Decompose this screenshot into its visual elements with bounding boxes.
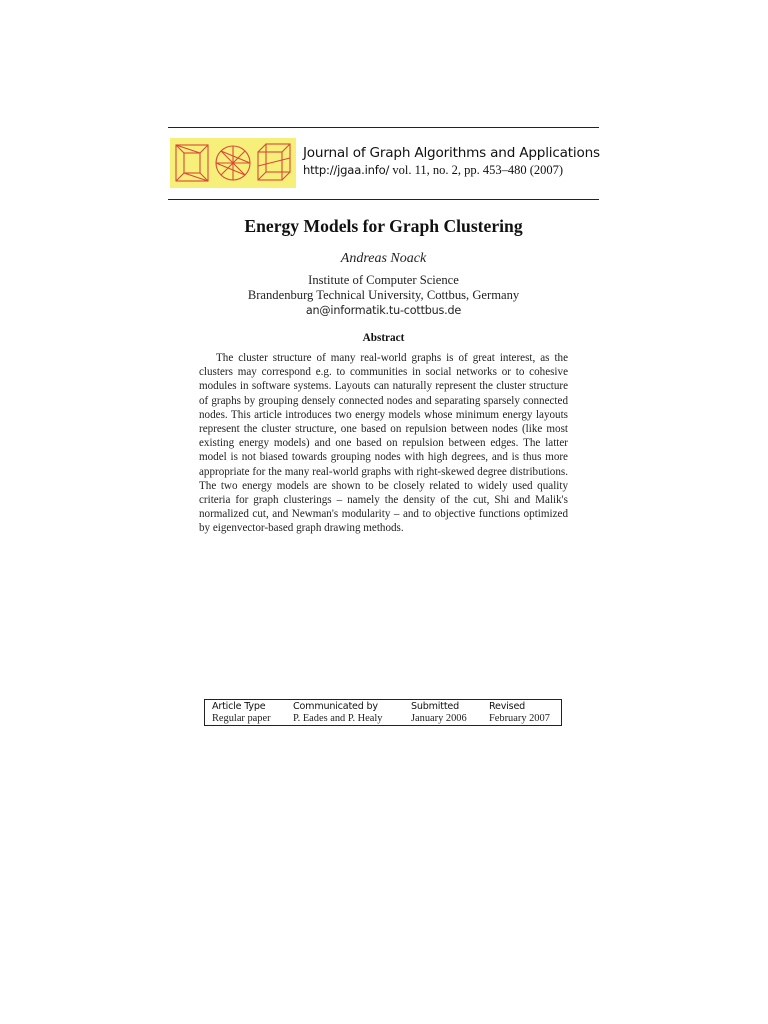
author-email[interactable]: an@informatik.tu-cottbus.de [305, 304, 462, 317]
paper-title: Energy Models for Graph Clustering [244, 216, 523, 236]
author-affiliation-university: Brandenburg Technical University, Cottbus, Germany [247, 288, 520, 302]
jgaa-graph-logo-icon [170, 138, 296, 188]
revised-label: Revised [489, 701, 526, 712]
journal-citation [303, 163, 563, 178]
abstract-text: The cluster structure of many real-world graphs is of great interest, as the clusters may correspond e.g. to communities in social networks or to cohesive modules in software systems. Layouts can naturally represent the cluster structure of graphs by grouping densely connected nodes and separating sparsely connected nodes. This article introduces two energy models whose minimum energy layouts represent the cluster structure, one based on repulsion between nodes (like most existing energy models) and one based on repulsion between edges. The latter model is not biased towards grouping nodes with high degrees, and is thus more appropriate for the many real-world graphs with right-skewed degree distributions. The two energy models are shown to be closely related to widely used quality criteria for graph clusterings – namely the density of the cut, Shi and Malik's normalized cut, and Newman's modularity – and to objective functions optimized by eigenvector-based graph drawing methods. [199, 352, 568, 535]
article-type-label: Article Type [212, 701, 266, 712]
submitted-cell [411, 701, 467, 725]
revised-value: February 2007 [489, 713, 550, 724]
abstract-heading: Abstract [362, 332, 405, 344]
header-bottom-rule [168, 199, 599, 200]
submitted-label: Submitted [411, 701, 459, 712]
journal-volume-info: vol. 11, no. 2, pp. 453–480 (2007) [389, 163, 564, 177]
submitted-value: January 2006 [411, 713, 467, 724]
journal-url-link[interactable]: http://jgaa.info/ [303, 163, 390, 177]
paper-author: Andreas Noack [340, 251, 427, 266]
header-top-rule [168, 127, 599, 128]
journal-name: Journal of Graph Algorithms and Applications [303, 145, 600, 161]
communicated-by-value: P. Eades and P. Healy [293, 713, 383, 724]
revised-cell [489, 701, 550, 725]
article-type-cell [212, 701, 271, 725]
communicated-by-cell [293, 701, 382, 725]
communicated-by-label: Communicated by [293, 701, 378, 712]
author-affiliation-institute: Institute of Computer Science [308, 273, 459, 287]
article-type-value: Regular paper [212, 713, 271, 724]
article-info-table [204, 699, 562, 726]
